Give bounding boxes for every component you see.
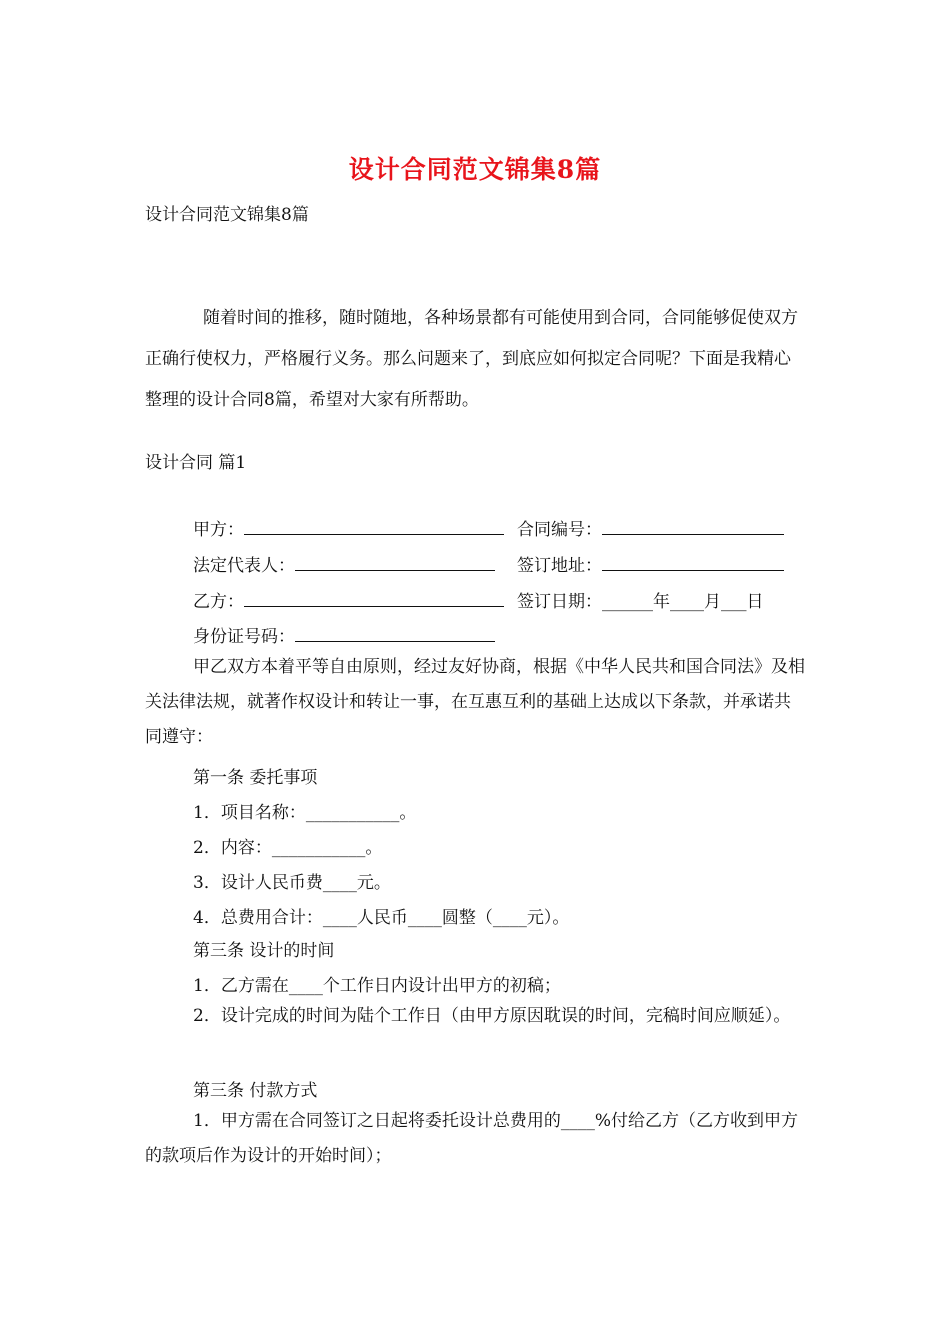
party-b-label: 乙方： <box>193 592 244 612</box>
article-3-time-item-1: 1．乙方需在____个工作日内设计出甲方的初稿； <box>193 976 561 996</box>
sign-place-field <box>517 551 784 576</box>
article-3-time-heading: 第三条 设计的时间 <box>193 941 335 961</box>
document-title: 设计合同范文锦集8篇 <box>348 155 602 184</box>
article-1-heading: 第一条 委托事项 <box>193 768 318 788</box>
contract-no-blank <box>602 533 784 535</box>
contract-no-label: 合同编号： <box>517 520 602 540</box>
article-1-item-3: 3．设计人民币费____元。 <box>193 873 391 893</box>
intro-paragraph: 随着时间的推移，随时随地，各种场景都有可能使用到合同，合同能够促使双方正确行使权力，严格履行义务。那么问题来了，到底应如何拟定合同呢？下面是我精心整理的设计合同8篇，希望对大家有所帮助。 <box>145 308 798 410</box>
party-a-blank <box>244 533 504 535</box>
party-a-field <box>193 515 504 540</box>
id-no-label: 身份证号码： <box>193 627 295 647</box>
preamble-paragraph: 甲乙双方本着平等自由原则，经过友好协商，根据《中华人民共和国合同法》及相关法律法规，就著作权设计和转让一事，在互惠互利的基础上达成以下条款，并承诺共同遵守： <box>145 657 805 747</box>
id-no-field <box>193 622 495 647</box>
id-no-blank <box>295 640 495 642</box>
legal-rep-blank <box>295 569 495 571</box>
sign-place-blank <box>602 569 784 571</box>
article-3-payment-heading: 第三条 付款方式 <box>193 1081 318 1101</box>
legal-rep-field <box>193 551 495 576</box>
sign-date-field: 签订日期：______年____月___日 <box>517 592 764 612</box>
article-3-time-item-2: 2．设计完成的时间为陆个工作日（由甲方原因耽误的时间，完稿时间应顺延）。 <box>193 1006 791 1026</box>
party-b-field <box>193 587 504 612</box>
party-a-label: 甲方： <box>193 520 244 540</box>
legal-rep-label: 法定代表人： <box>193 556 295 576</box>
sign-place-label: 签订地址： <box>517 556 602 576</box>
article-1-item-1: 1．项目名称：___________。 <box>193 803 417 823</box>
document-subtitle: 设计合同范文锦集8篇 <box>145 205 309 225</box>
contract-no-field <box>517 515 784 540</box>
article-3-payment-item-1: 1．甲方需在合同签订之日起将委托设计总费用的____%付给乙方（乙方收到甲方的款项后作为设计的开始时间）； <box>145 1111 798 1166</box>
article-1-item-2: 2．内容：___________。 <box>193 838 383 858</box>
section-heading: 设计合同 篇1 <box>145 453 247 473</box>
party-b-blank <box>244 605 504 607</box>
article-1-item-4: 4．总费用合计：____人民币____圆整（____元）。 <box>193 908 570 928</box>
